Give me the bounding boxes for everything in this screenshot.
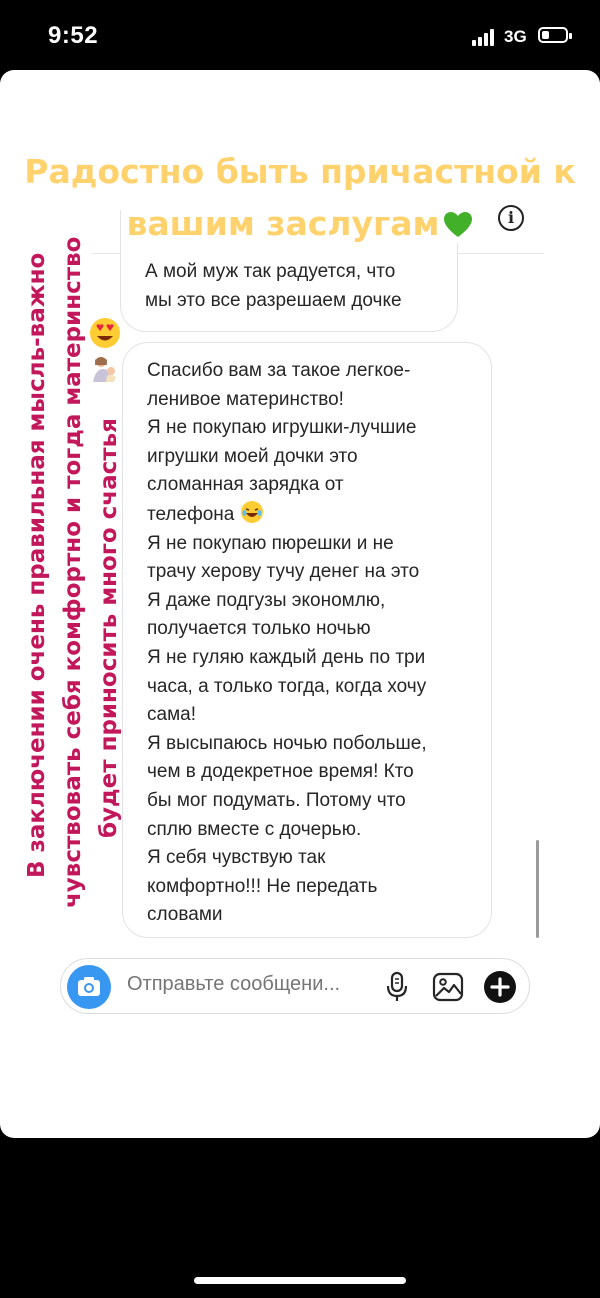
camera-button[interactable]: [67, 965, 111, 1009]
message-line: сломанная зарядка от: [147, 474, 344, 496]
message-line: Я не покупаю игрушки-лучшие: [147, 417, 417, 439]
plus-icon[interactable]: [483, 970, 517, 1004]
overlay-caption-line-3: будет приносить много счастья: [96, 414, 122, 842]
message-line: Я высыпаюсь ночью побольше,: [147, 732, 427, 754]
message-bubble[interactable]: [122, 342, 492, 938]
scrollbar[interactable]: [536, 840, 539, 938]
headline-line-2: вашим заслугам: [0, 204, 600, 243]
message-line: Я не гуляю каждый день по три: [147, 646, 426, 668]
mother-baby-emoji: [90, 354, 120, 384]
message-line: бы мог подумать. Потому что: [147, 789, 406, 811]
signal-icon: [472, 28, 498, 46]
message-line-with-emoji: [147, 500, 471, 530]
battery-icon: [538, 27, 568, 43]
message-line: ленивое материнство!: [147, 388, 344, 410]
headline-line-1: Радостно быть причастной к: [0, 152, 600, 191]
message-line: сама!: [147, 704, 196, 726]
info-icon[interactable]: i: [498, 205, 524, 231]
camera-icon: [67, 965, 111, 1009]
message-line: Я себя чувствую так: [147, 847, 326, 869]
network-label: 3G: [504, 27, 527, 46]
status-time: 9:52: [48, 22, 99, 49]
message-line: Спасибо вам за такое легкое-: [147, 360, 411, 381]
story-card: [0, 70, 600, 1138]
message-line: Я даже подгузы экономлю,: [147, 589, 386, 611]
status-bar: [0, 0, 600, 70]
laughing-emoji: [240, 500, 264, 524]
message-line: трачу херову тучу денег на это: [147, 561, 420, 583]
gallery-icon[interactable]: [431, 971, 465, 1003]
message-line: сплю вместе с дочерью.: [147, 818, 362, 840]
message-line: А мой муж так радуется, что: [145, 261, 396, 282]
message-line: комфортно!!! Не передать: [147, 875, 378, 897]
heart-eyes-emoji: [88, 316, 122, 350]
overlay-caption-line-1: В заключении очень правильная мысль-важно: [24, 249, 50, 882]
message-line: телефона: [147, 503, 235, 525]
home-indicator[interactable]: [194, 1277, 406, 1284]
message-line: мы это все разрешаем дочке: [145, 289, 402, 311]
message-input[interactable]: [127, 973, 367, 996]
message-line: игрушки моей дочки это: [147, 445, 358, 467]
overlay-caption-line-2: чувствовать себя комфортно и тогда материнство: [60, 233, 86, 912]
green-heart-emoji: [443, 211, 473, 239]
message-line: часа, а только тогда, когда хочу: [147, 675, 427, 697]
message-line: чем в додекретное время! Кто: [147, 761, 414, 783]
microphone-icon[interactable]: [383, 971, 411, 1003]
message-line: получается только ночью: [147, 618, 371, 640]
message-line: словами: [147, 904, 223, 926]
message-composer: [60, 958, 530, 1014]
message-line: Я не покупаю пюрешки и не: [147, 532, 394, 554]
